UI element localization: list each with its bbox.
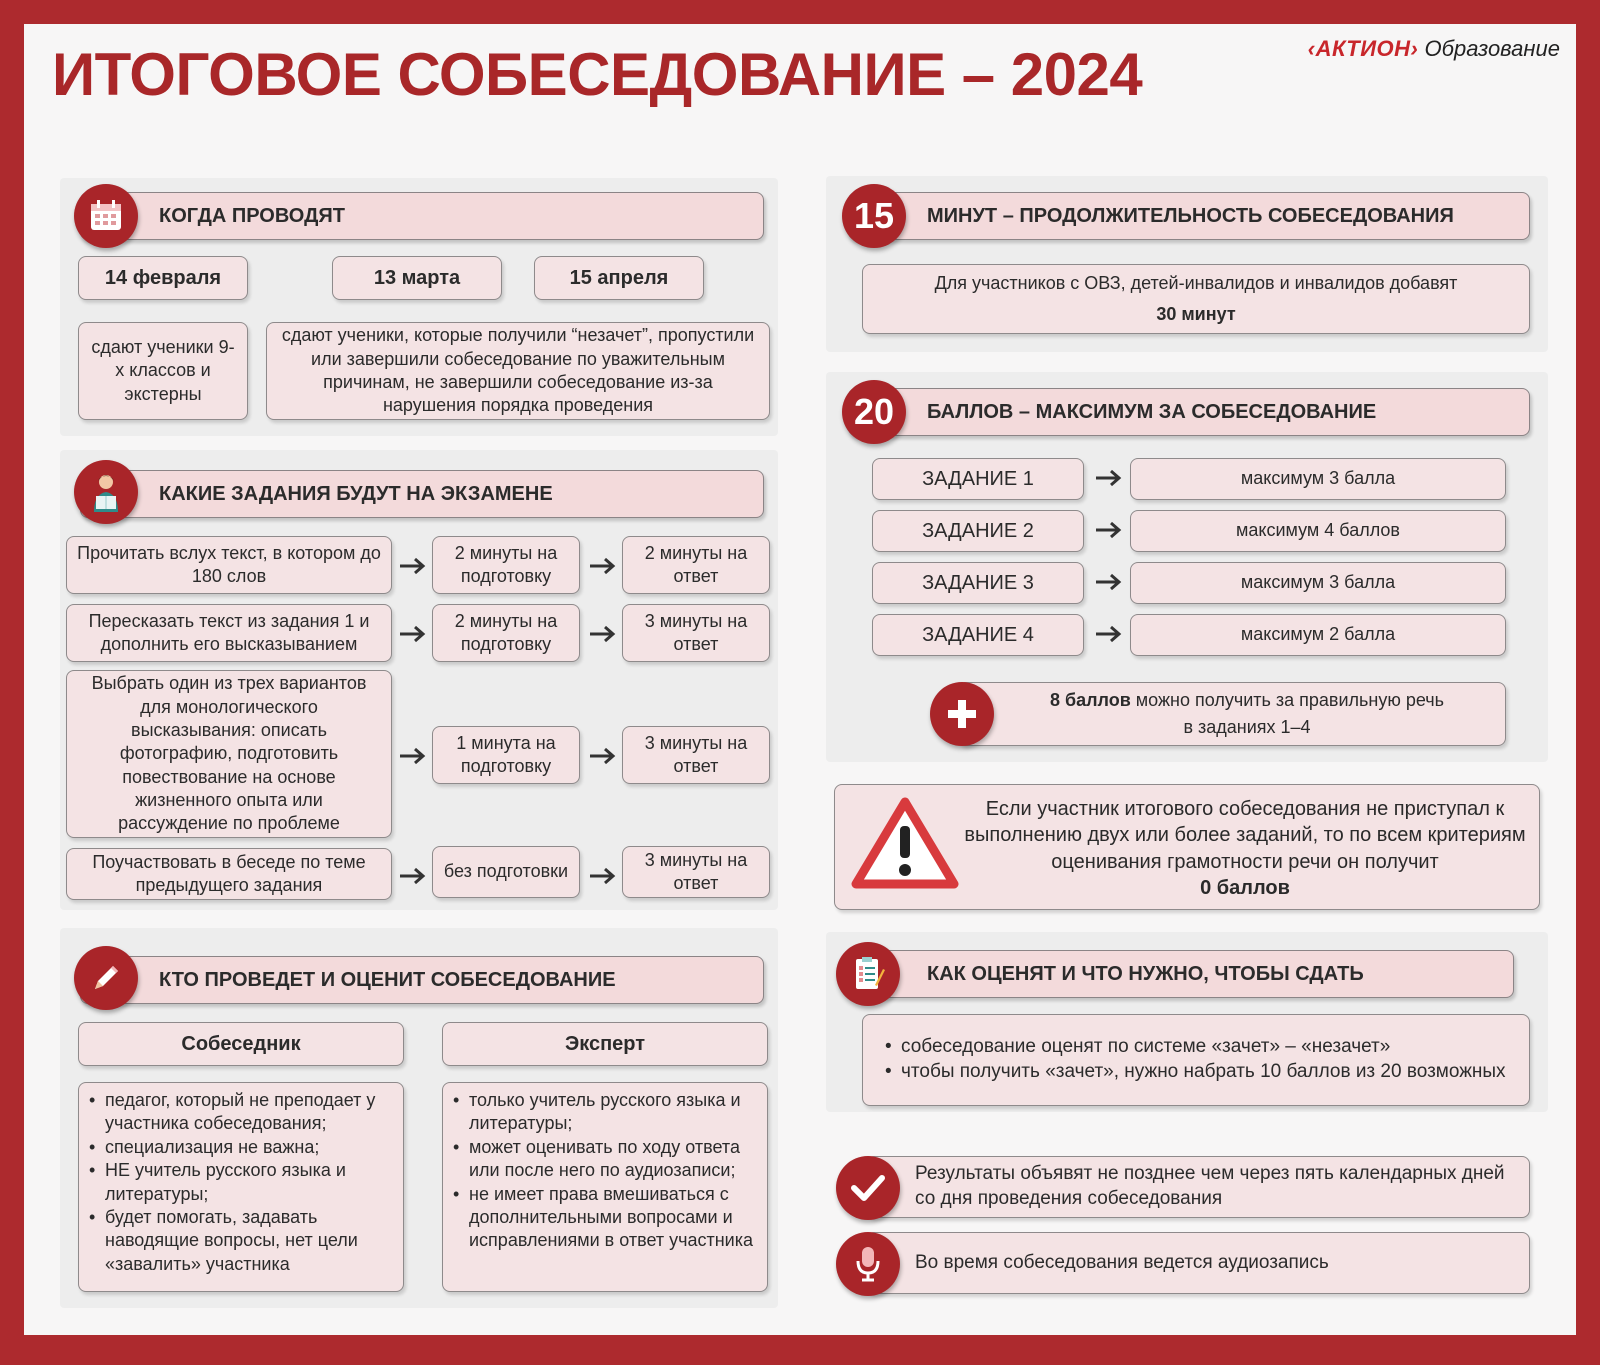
task-1-prep: 2 минуты на подготовку [432, 536, 580, 594]
arrow-right-icon [398, 866, 428, 886]
arrow-right-icon [398, 746, 428, 766]
plus-icon [930, 682, 994, 746]
logo-text: Образование [1424, 36, 1560, 61]
arrow-right-icon [1094, 468, 1124, 488]
score-max-3: максимум 3 балла [1130, 562, 1506, 604]
grading-header: КАК ОЦЕНЯТ И ЧТО НУЖНО, ЧТОБЫ СДАТЬ [848, 950, 1514, 998]
score-max-2: максимум 4 баллов [1130, 510, 1506, 552]
page-title: ИТОГОВОЕ СОБЕСЕДОВАНИЕ – 2024 [52, 41, 1143, 108]
expert-item: • не имеет права вмешиваться с дополнительными вопросами и исправлениями в ответ участника [453, 1183, 759, 1253]
bonus-line2: в заданиях 1–4 [1183, 717, 1311, 737]
interlocutor-item: • специализация не важна; [89, 1136, 391, 1159]
interlocutor-title: Собеседник [78, 1022, 404, 1066]
arrow-right-icon [1094, 624, 1124, 644]
score-number: 20 [842, 380, 906, 444]
duration-box [862, 264, 1530, 334]
microphone-icon [836, 1232, 900, 1296]
reader-icon [74, 460, 138, 524]
arrow-right-icon [398, 624, 428, 644]
tasks-header: КАКИЕ ЗАДАНИЯ БУДУТ НА ЭКЗАМЕНЕ [80, 470, 764, 518]
bonus-box [958, 682, 1506, 746]
duration-number: 15 [842, 184, 906, 248]
when-header: КОГДА ПРОВОДЯТ [80, 192, 764, 240]
grading-item: • чтобы получить «зачет», нужно набрать 10 баллов из 20 возможных [885, 1060, 1506, 1085]
score-task-2: ЗАДАНИЕ 2 [872, 510, 1084, 552]
task-2: Пересказать текст из задания 1 и дополнить его высказыванием [66, 604, 392, 662]
when-desc-2: сдают ученики, которые получили “незачет”, пропустили или завершили собеседование по уважительным причинам, не завершили собеседование из-за нарушения порядка проведения [266, 322, 770, 420]
task-4-answer: 3 минуты на ответ [622, 846, 770, 898]
task-2-prep: 2 минуты на подготовку [432, 604, 580, 662]
score-task-4: ЗАДАНИЕ 4 [872, 614, 1084, 656]
grading-item: • собеседование оценят по системе «зачет» – «незачет» [885, 1035, 1506, 1060]
when-desc-1: сдают ученики 9-х классов и экстерны [78, 322, 248, 420]
arrow-right-icon [1094, 520, 1124, 540]
task-3: Выбрать один из трех вариантов для монологического высказывания: описать фотографию, подготовить повествование на основе жизненного опыта или рассуждение по проблеме [66, 670, 392, 838]
arrow-right-icon [1094, 572, 1124, 592]
arrow-right-icon [588, 556, 618, 576]
task-1-answer: 2 минуты на ответ [622, 536, 770, 594]
arrow-right-icon [588, 624, 618, 644]
date-3: 15 апреля [534, 256, 704, 300]
date-2: 13 марта [332, 256, 502, 300]
logo [1308, 36, 1560, 62]
expert-item: • только учитель русского языка и литературы; [453, 1089, 759, 1136]
warning-text: Если участник итогового собеседования не приступал к выполнению двух или более заданий, то по всем критериям оценивания грамотности речи он получит [964, 798, 1526, 873]
grading-list [862, 1014, 1530, 1106]
interlocutor-item: • будет помогать, задавать наводящие вопросы, нет цели «завалить» участника [89, 1206, 391, 1276]
interlocutor-item: • НЕ учитель русского языка и литературы; [89, 1159, 391, 1206]
task-1: Прочитать вслух текст, в котором до 180 слов [66, 536, 392, 594]
expert-title: Эксперт [442, 1022, 768, 1066]
duration-header: МИНУТ – ПРОДОЛЖИТЕЛЬНОСТЬ СОБЕСЕДОВАНИЯ [848, 192, 1530, 240]
interlocutor-list [78, 1082, 404, 1292]
bonus-bold: 8 баллов [1049, 689, 1131, 710]
check-icon [836, 1156, 900, 1220]
task-3-prep: 1 минута на подготовку [432, 726, 580, 784]
arrow-right-icon [398, 556, 428, 576]
duration-text: Для участников с ОВЗ, детей-инвалидов и инвалидов добавят [934, 272, 1458, 293]
pencil-icon [74, 946, 138, 1010]
warning-text-block [962, 796, 1528, 902]
score-max-4: максимум 2 балла [1130, 614, 1506, 656]
checklist-icon [836, 942, 900, 1006]
score-max-1: максимум 3 балла [1130, 458, 1506, 500]
score-task-3: ЗАДАНИЕ 3 [872, 562, 1084, 604]
date-1: 14 февраля [78, 256, 248, 300]
expert-item: • может оценивать по ходу ответа или после него по аудиозаписи; [453, 1136, 759, 1183]
results-box: Результаты объявят не позднее чем через пять календарных дней со дня проведения собеседования [866, 1156, 1530, 1218]
task-3-answer: 3 минуты на ответ [622, 726, 770, 784]
score-header: БАЛЛОВ – МАКСИМУМ ЗА СОБЕСЕДОВАНИЕ [848, 388, 1530, 436]
warning-bold: 0 баллов [1200, 877, 1290, 900]
bonus-text: можно получить за правильную речь [1135, 689, 1445, 710]
score-task-1: ЗАДАНИЕ 1 [872, 458, 1084, 500]
audio-box: Во время собеседования ведется аудиозапись [866, 1232, 1530, 1294]
expert-list [442, 1082, 768, 1292]
arrow-right-icon [588, 746, 618, 766]
warning-icon [850, 796, 960, 892]
task-4: Поучаствовать в беседе по теме предыдущего задания [66, 848, 392, 900]
logo-brand: ‹АКТИОН› [1307, 36, 1419, 61]
interlocutor-item: • педагог, который не преподает у участника собеседования; [89, 1089, 391, 1136]
duration-extra: 30 минут [1156, 304, 1236, 324]
arrow-right-icon [588, 866, 618, 886]
task-2-answer: 3 минуты на ответ [622, 604, 770, 662]
who-header: КТО ПРОВЕДЕТ И ОЦЕНИТ СОБЕСЕДОВАНИЕ [80, 956, 764, 1004]
calendar-icon [74, 184, 138, 248]
task-4-prep: без подготовки [432, 846, 580, 898]
